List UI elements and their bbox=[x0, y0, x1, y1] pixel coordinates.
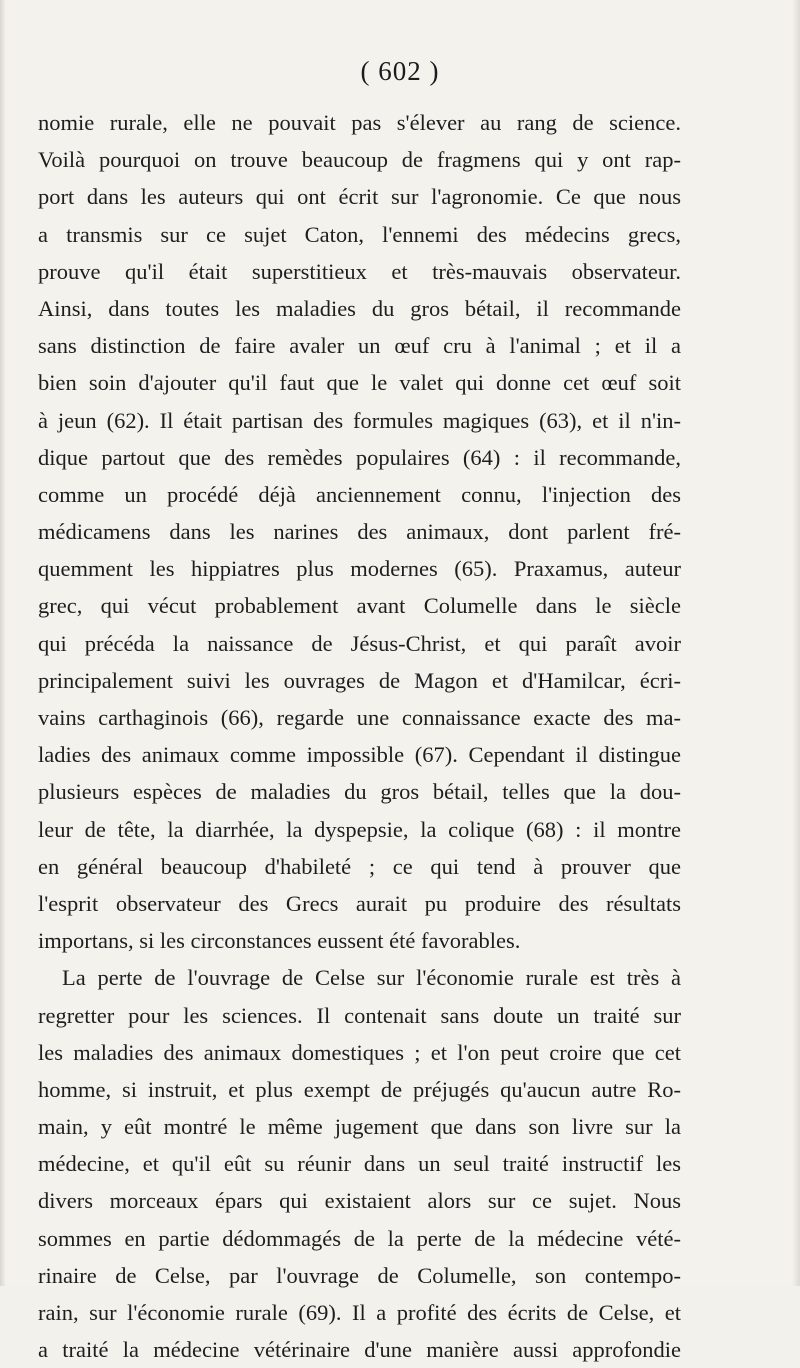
page-number: ( 602 ) bbox=[360, 56, 440, 86]
text-line: grec, qui vécut probablement avant Columelle dans le siècle bbox=[38, 593, 681, 619]
text-line: Voilà pourquoi on trouve beaucoup de fragmens qui y ont rap- bbox=[38, 147, 681, 173]
text-line: main, y eût montré le même jugement que dans son livre sur la bbox=[38, 1114, 681, 1140]
text-line: divers morceaux épars qui existaient alors sur ce sujet. Nous bbox=[38, 1188, 681, 1214]
text-line: rain, sur l'économie rurale (69). Il a profité des écrits de Celse, et bbox=[38, 1300, 681, 1325]
text-line: rinaire de Celse, par l'ouvrage de Columelle, son contempo- bbox=[38, 1262, 681, 1288]
text-line: prouve qu'il était superstitieux et très-mauvais observateur. bbox=[38, 258, 681, 284]
text-line: quemment les hippiatres plus modernes (65). Praxamus, auteur bbox=[38, 556, 681, 582]
text-line: a transmis sur ce sujet Caton, l'ennemi des médecins grecs, bbox=[38, 221, 681, 247]
text-line: La perte de l'ouvrage de Celse sur l'économie rurale est très à bbox=[62, 965, 681, 991]
text-line: comme un procédé déjà anciennement connu, l'injection des bbox=[38, 481, 681, 507]
text-line: principalement suivi les ouvrages de Magon et d'Hamilcar, écri- bbox=[38, 667, 681, 693]
text-line: a traité la médecine vétérinaire d'une manière aussi approfondie bbox=[38, 1337, 681, 1363]
text-line: les maladies des animaux domestiques ; et l'on peut croire que cet bbox=[38, 1039, 681, 1065]
text-line: l'esprit observateur des Grecs aurait pu produire des résultats bbox=[38, 890, 681, 916]
text-line: qui précéda la naissance de Jésus-Christ, et qui paraît avoir bbox=[38, 630, 681, 656]
text-line: nomie rurale, elle ne pouvait pas s'élever au rang de science. bbox=[38, 110, 681, 135]
text-line: homme, si instruit, et plus exempt de préjugés qu'aucun autre Ro- bbox=[38, 1076, 681, 1102]
text-line: à jeun (62). Il était partisan des formules magiques (63), et il n'in- bbox=[38, 407, 681, 433]
text-line: plusieurs espèces de maladies du gros bétail, telles que la dou- bbox=[38, 779, 681, 805]
text-line: regretter pour les sciences. Il contenait sans doute un traité sur bbox=[38, 1002, 681, 1028]
text-line: sommes en partie dédommagés de la perte de la médecine vété- bbox=[38, 1225, 681, 1251]
text-line: sans distinction de faire avaler un œuf cru à l'animal ; et il a bbox=[38, 333, 681, 359]
text-line: importans, si les circonstances eussent été favorables. bbox=[38, 928, 521, 954]
scan-shadow-right bbox=[792, 0, 800, 1286]
body-text bbox=[38, 104, 681, 1368]
text-line: médecine, et qu'il eût su réunir dans un seul traité instructif les bbox=[38, 1151, 681, 1177]
text-line: vains carthaginois (66), regarde une connaissance exacte des ma- bbox=[38, 705, 681, 730]
scan-shadow-left bbox=[0, 0, 6, 1286]
text-line: bien soin d'ajouter qu'il faut que le valet qui donne cet œuf soit bbox=[38, 370, 681, 396]
text-line: port dans les auteurs qui ont écrit sur l'agronomie. Ce que nous bbox=[38, 184, 681, 210]
text-line: Ainsi, dans toutes les maladies du gros bétail, il recommande bbox=[38, 295, 681, 321]
text-line: médicamens dans les narines des animaux, dont parlent fré- bbox=[38, 519, 681, 545]
text-line: leur de tête, la diarrhée, la dyspepsie, la colique (68) : il montre bbox=[38, 816, 681, 842]
text-line: en général beaucoup d'habileté ; ce qui tend à prouver que bbox=[38, 853, 681, 879]
text-line: ladies des animaux comme impossible (67). Cependant il distingue bbox=[38, 742, 681, 768]
text-line: dique partout que des remèdes populaires (64) : il recommande, bbox=[38, 444, 681, 470]
